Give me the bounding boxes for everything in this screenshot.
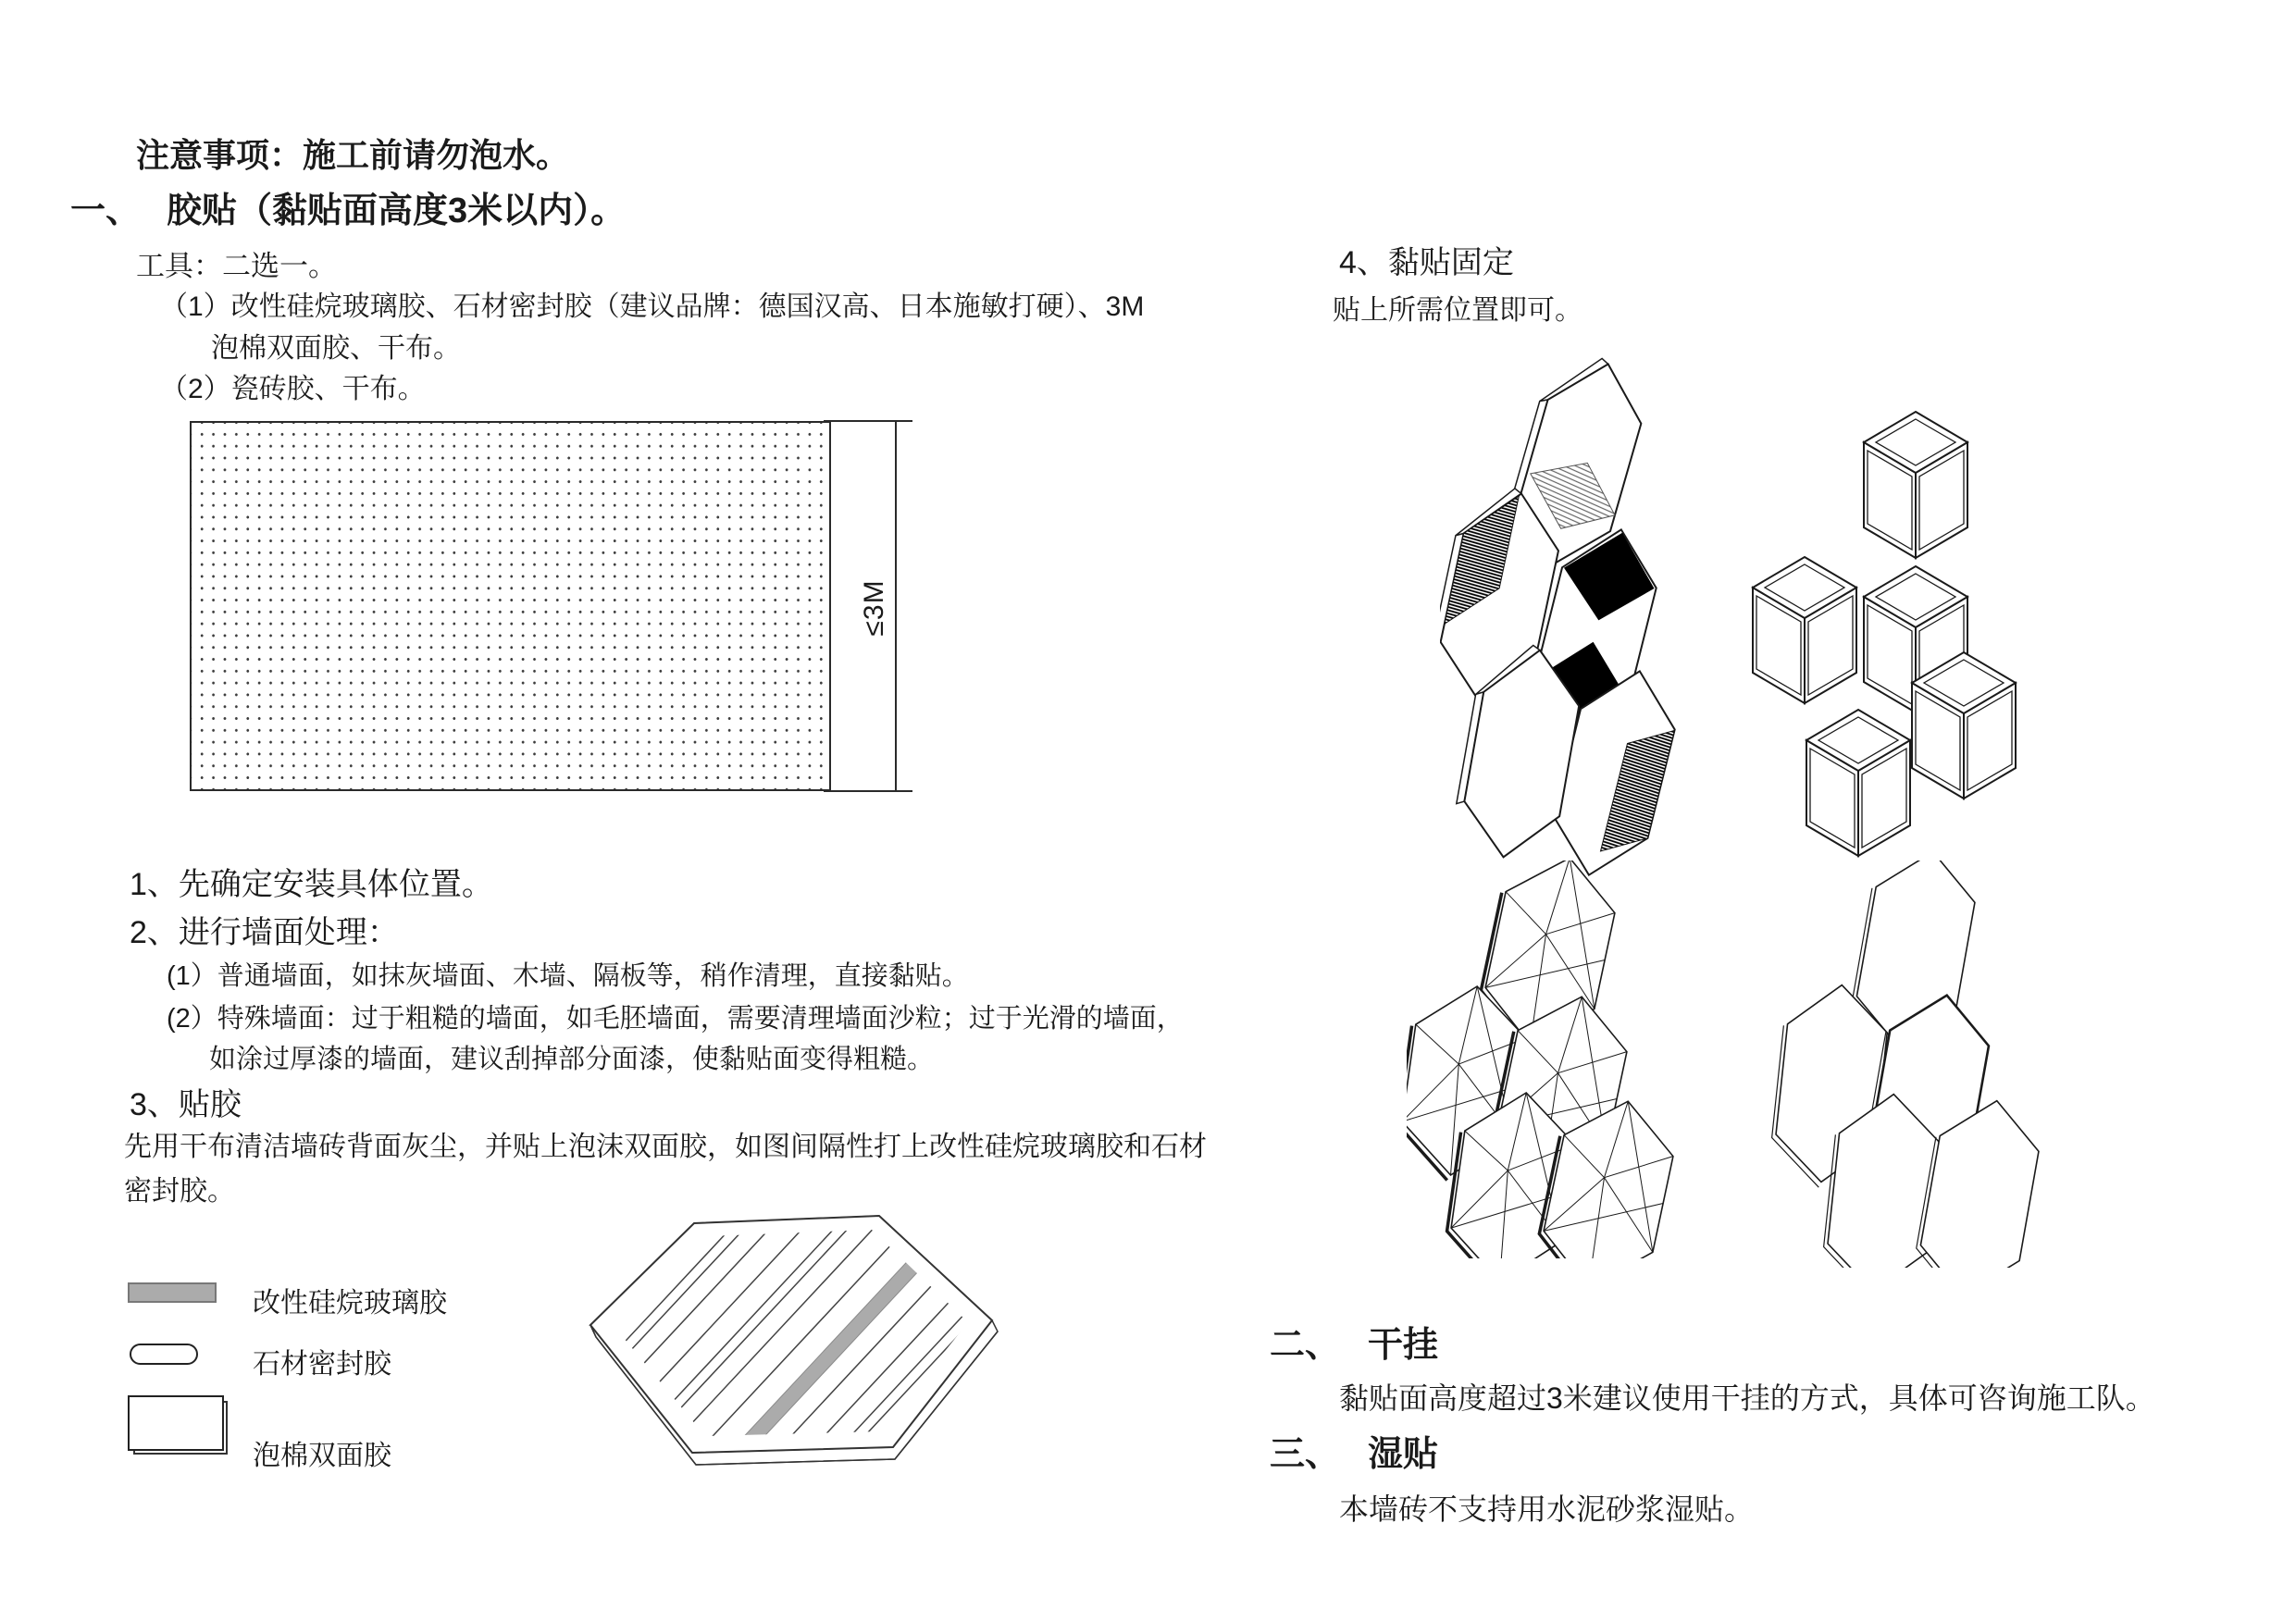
tools-label: 工具：二选一。	[136, 250, 337, 282]
dimension-extension-top	[824, 420, 912, 422]
legend-label-silane-glue: 改性硅烷玻璃胶	[253, 1288, 447, 1319]
dimension-line	[895, 421, 897, 791]
tool-option-1-line1: （1）改性硅烷玻璃胶、石材密封胶（建议品牌：德国汉高、日本施敏打硬）、3M	[160, 291, 1145, 322]
legend-label-stone-sealant: 石材密封胶	[253, 1349, 391, 1380]
section3-title: 湿贴	[1368, 1435, 1439, 1474]
section1-heading	[70, 181, 626, 232]
step-4-body: 贴上所需位置即可。	[1333, 295, 1582, 326]
step-3-line2: 密封胶。	[124, 1176, 235, 1207]
wall-area-diagram	[190, 421, 831, 791]
section2-heading	[1270, 1316, 1438, 1367]
hexagon-plain-cluster-diagram	[1763, 861, 2050, 1268]
section3-heading	[1270, 1425, 1438, 1476]
section3-number: 三、	[1270, 1435, 1341, 1474]
step-2-sub-1: (1）普通墙面，如抹灰墙面、木墙、隔板等，稍作清理，直接黏贴。	[167, 961, 969, 991]
notice-title: 注意事项：施工前请勿泡水。	[136, 136, 570, 174]
tile-mounting-cube-frame-diagram	[1740, 370, 2017, 874]
legend-swatch-foam-tape	[128, 1395, 224, 1451]
step-2-sub-2-line2: 如涂过厚漆的墙面，建议刮掉部分面漆，使黏贴面变得粗糙。	[209, 1045, 935, 1074]
section1-title: 胶贴（黏贴面高度3米以内）。	[167, 192, 627, 230]
section2-body: 黏贴面高度超过3米建议使用干挂的方式，具体可咨询施工队。	[1339, 1381, 2155, 1415]
legend-swatch-stone-sealant	[130, 1344, 198, 1365]
tile-back-adhesive-diagram	[583, 1195, 1001, 1482]
dimension-extension-bottom	[824, 790, 912, 792]
step-4: 4、黏贴固定	[1339, 245, 1514, 280]
step-2: 2、进行墙面处理：	[130, 915, 399, 950]
section1-number: 一、	[70, 192, 142, 230]
legend-swatch-silane-glue	[128, 1282, 217, 1303]
legend-label-foam-tape: 泡棉双面胶	[253, 1441, 391, 1471]
hexagon-faceted-cluster-diagram	[1407, 861, 1694, 1258]
tool-option-1-line2: 泡棉双面胶、干布。	[211, 333, 461, 364]
step-2-sub-2-line1: (2）特殊墙面：过于粗糙的墙面，如毛胚墙面，需要清理墙面沙粒；过于光滑的墙面，	[167, 1004, 1184, 1034]
section3-body: 本墙砖不支持用水泥砂浆湿贴。	[1339, 1492, 1755, 1526]
tool-option-2: （2）瓷砖胶、干布。	[160, 374, 426, 404]
section2-title: 干挂	[1368, 1326, 1439, 1365]
step-1: 1、先确定安装具体位置。	[130, 867, 493, 902]
step-3: 3、贴胶	[130, 1087, 242, 1122]
dimension-label: ≤3M	[859, 579, 889, 637]
tile-mounting-shaded-diagram	[1440, 353, 1681, 890]
step-3-line1: 先用干布清洁墙砖背面灰尘，并贴上泡沫双面胶，如图间隔性打上改性硅烷玻璃胶和石材	[124, 1132, 1207, 1162]
section2-number: 二、	[1270, 1326, 1341, 1365]
